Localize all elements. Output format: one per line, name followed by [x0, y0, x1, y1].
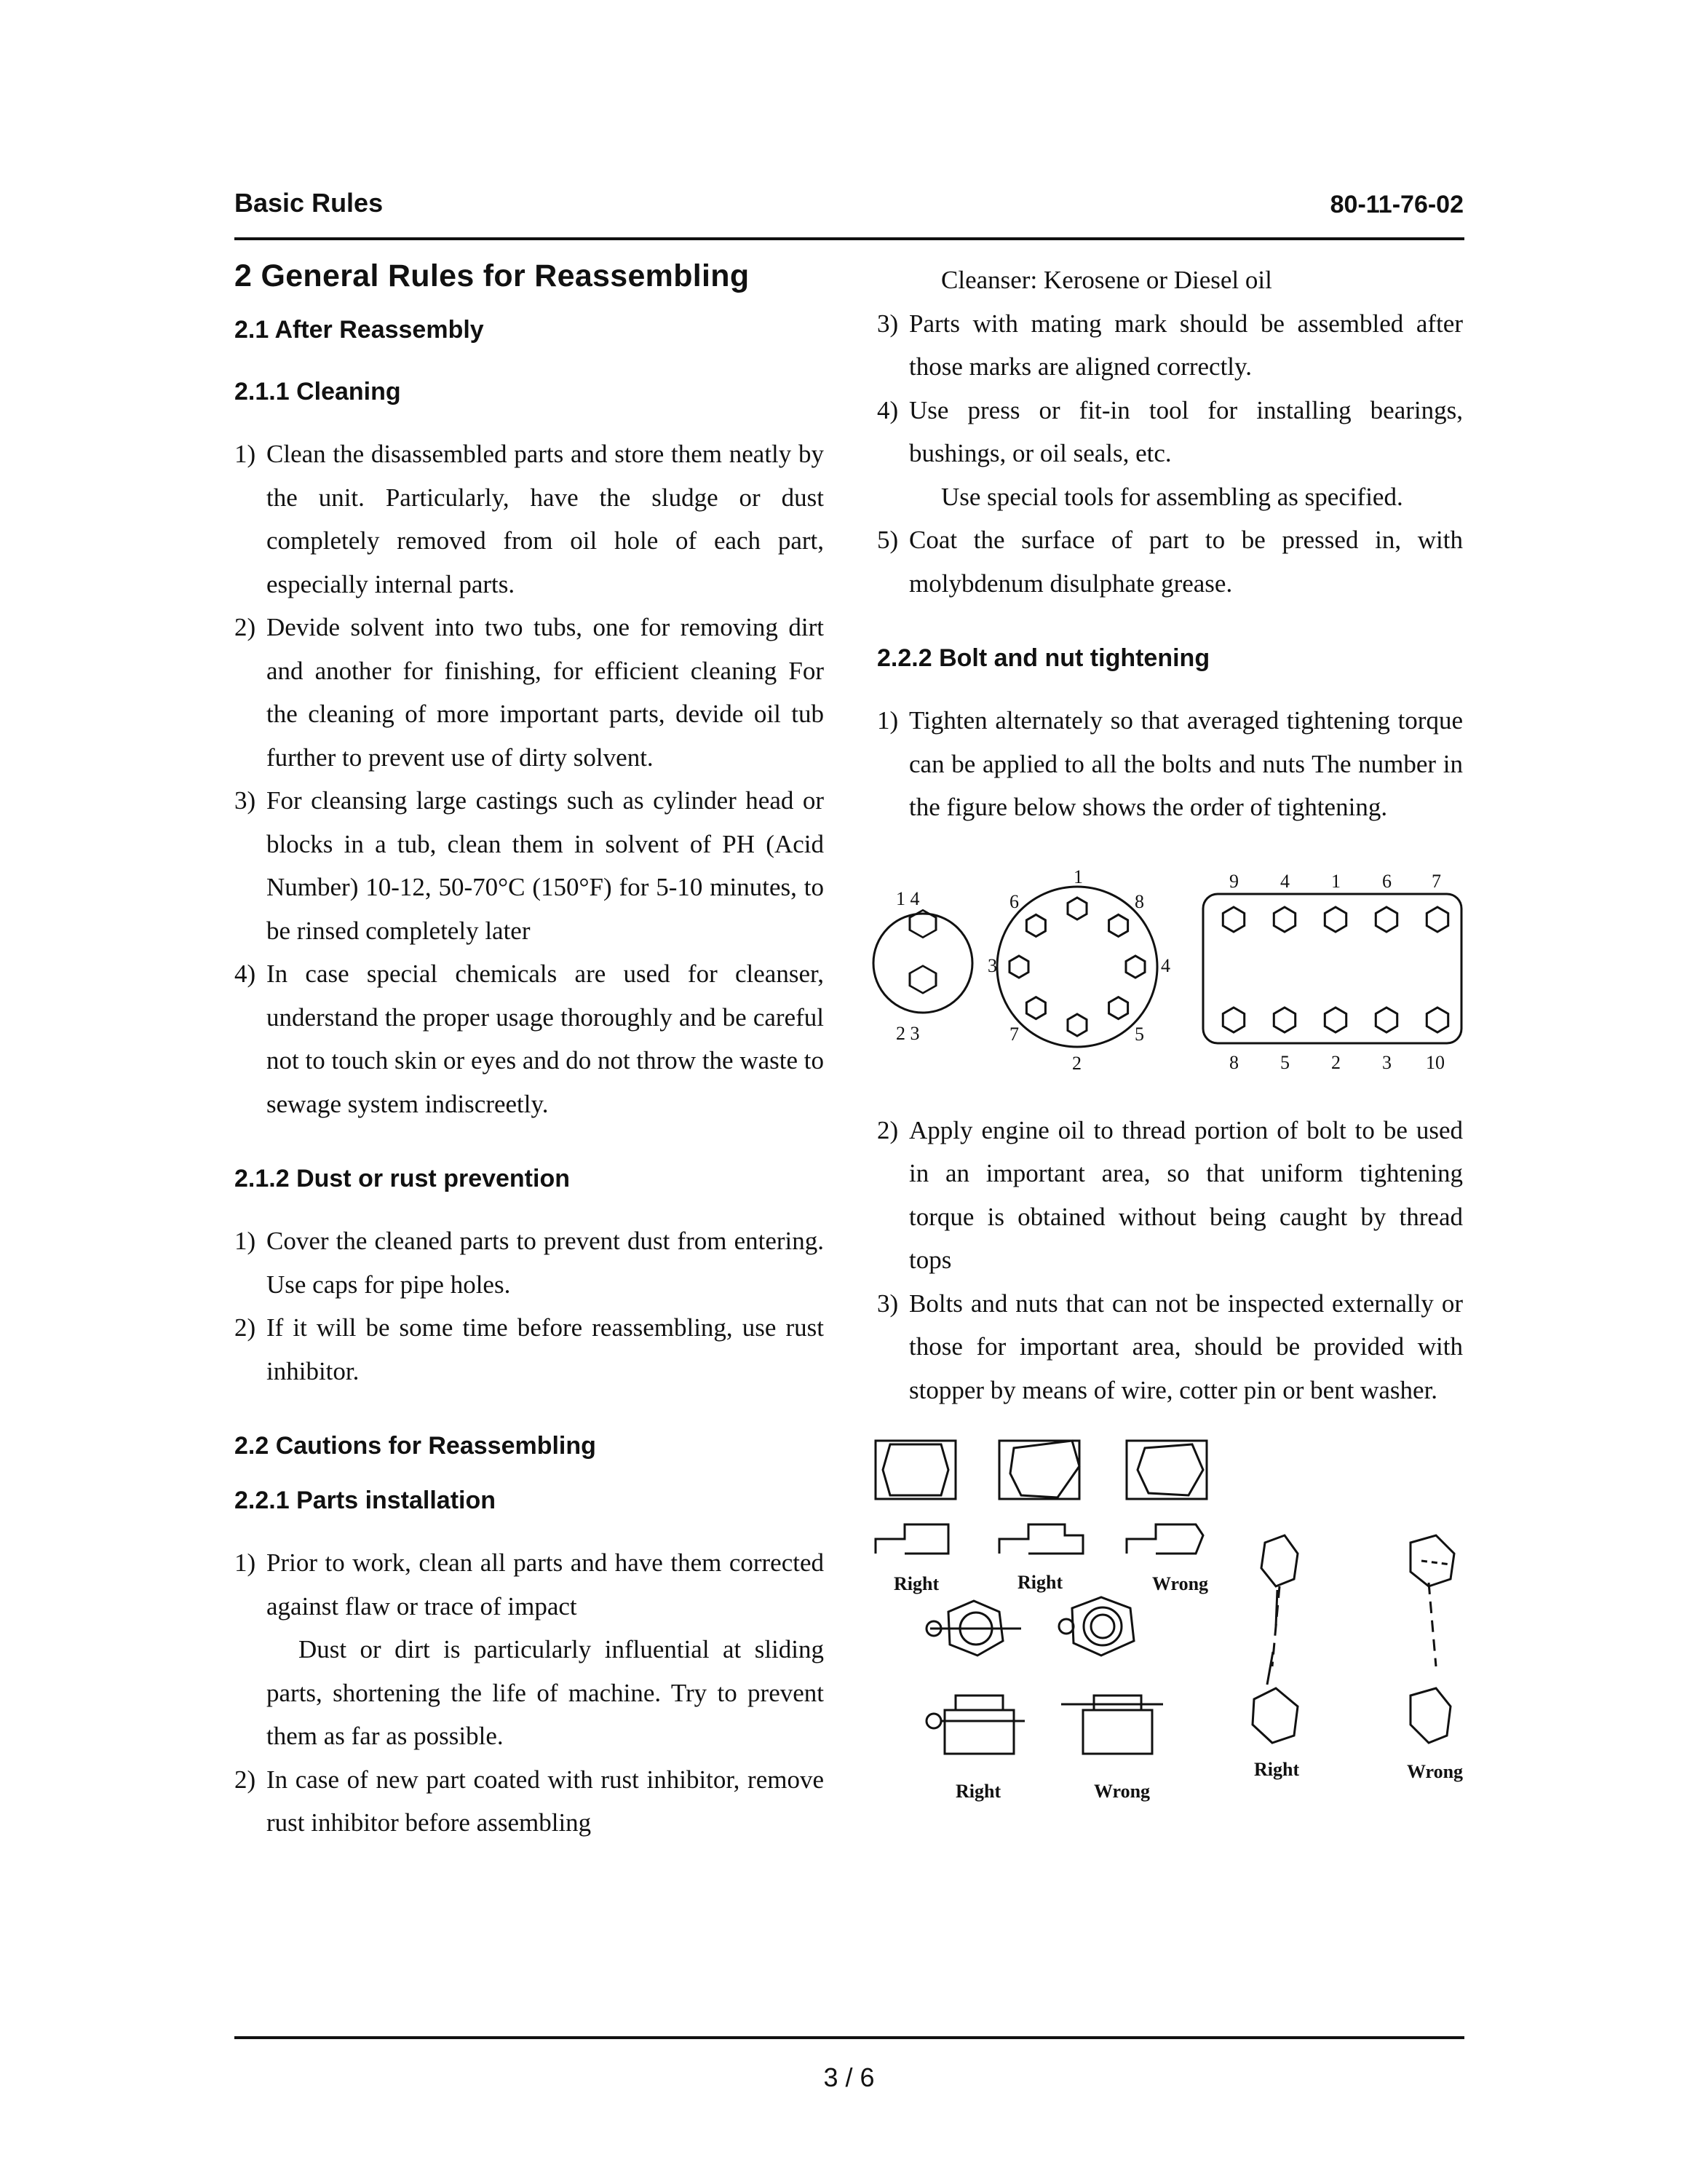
bolt-hex [1376, 907, 1397, 932]
label: 3 [988, 954, 997, 976]
castle-nut-view-2 [1059, 1597, 1134, 1655]
label: 4 [1280, 870, 1290, 892]
stopper-figure [868, 1433, 1465, 1841]
label: 8 [1135, 890, 1144, 912]
label: 2 [1331, 1051, 1341, 1073]
castle-nut-side-2 [1061, 1696, 1163, 1754]
label: 2 [1072, 1052, 1082, 1074]
bolt-hex [1427, 907, 1448, 932]
section-heading-2-1-2: 2.1.2 Dust or rust prevention [234, 1165, 570, 1192]
bolt-hex [1223, 1008, 1244, 1032]
bolt-hex [1109, 997, 1128, 1018]
list-item: 5) Coat the surface of part to be pressed in, with molybdenum disulphate grease. [877, 526, 1463, 598]
section-heading-2-2-1: 2.2.1 Parts installation [234, 1487, 496, 1514]
castle-nut-view-1 [927, 1601, 1021, 1655]
label: 5 [1135, 1023, 1144, 1045]
list-item: 3) Bolts and nuts that can not be inspected externally or those for important area, should be provided with stopper by means of wire, cotter pin or bent washer. [877, 1289, 1463, 1404]
bolt-hex [1026, 997, 1045, 1018]
washer-side-profile [1127, 1524, 1203, 1554]
label: 3 [1382, 1051, 1392, 1073]
section-heading-2-1: 2.1 After Reassembly [234, 316, 484, 344]
list-item: 2) Apply engine oil to thread portion of bolt to be used in an important area, so that uniform tightening torque is obtained without being caught by thread tops [877, 1115, 1463, 1274]
chapter-title: 2 General Rules for Reassembling [234, 258, 750, 293]
bolt-hex [1274, 1008, 1295, 1032]
bolt-hex [1009, 956, 1028, 978]
label: 5 [1280, 1051, 1290, 1073]
bolt-hex [1068, 898, 1087, 919]
label: 7 [1432, 870, 1441, 892]
bolt-tightening-list-continued [877, 1109, 1463, 1412]
header-section-title: Basic Rules [234, 188, 384, 218]
washer-side-profile [999, 1524, 1083, 1554]
list-item: 1) Tighten alternately so that averaged tightening torque can be applied to all the bolts and nuts The number in the figure below shows the order of tightening. [877, 706, 1463, 821]
bent-washer-view-2 [999, 1441, 1079, 1499]
bolt-hex [1109, 914, 1128, 936]
cleaning-list [234, 432, 824, 1125]
label: 4 [1161, 954, 1170, 976]
label: 9 [1229, 870, 1239, 892]
list-item: 2) In case of new part coated with rust inhibitor, remove rust inhibitor before assembling [234, 1765, 824, 1837]
label: 2 3 [896, 1022, 920, 1044]
bolt-hex [1068, 1014, 1087, 1036]
label: Right [894, 1573, 940, 1594]
list-item: 1) Clean the disassembled parts and store them neatly by the unit. Particularly, have the sludge or dust completely removed from oil hole of each part, especially internal parts. [234, 440, 824, 598]
label: Right [1017, 1572, 1063, 1593]
tightening-order-figure [868, 861, 1465, 1080]
cleanser-note: Cleanser: Kerosene or Diesel oil [941, 266, 1272, 294]
list-item: 4) In case special chemicals are used for cleanser, understand the proper usage thoroughly and be careful not to touch skin or eyes and do not throw the waste to sewage system indiscreetly. [234, 960, 824, 1118]
list-item: 3) For cleansing large castings such as cylinder head or blocks in a tub, clean them in solvent of PH (Acid Number) 10-12, 50-70°C (150°F) for 5-10 minutes, to be rinsed completely later [234, 786, 824, 945]
bolt-hex [1325, 1008, 1346, 1032]
label: Wrong [1407, 1761, 1464, 1782]
ten-bolt-cover [1203, 894, 1461, 1043]
header-rule [234, 237, 1464, 240]
label: Wrong [1094, 1781, 1151, 1802]
castle-nut-side-1 [927, 1696, 1025, 1754]
dust-prevention-list [234, 1219, 824, 1393]
bolt-hex [1427, 1008, 1448, 1032]
bolt-hex [1376, 1008, 1397, 1032]
bolt-hex [910, 965, 936, 992]
label: 7 [1009, 1023, 1019, 1045]
label: 1 4 [896, 887, 920, 909]
label: Right [1254, 1759, 1300, 1780]
footer-rule [234, 2036, 1464, 2039]
label: Right [956, 1781, 1001, 1802]
wire-lock-right [1253, 1535, 1298, 1743]
wire-lock-wrong [1411, 1535, 1454, 1743]
right-column [877, 258, 1463, 1841]
list-item: 4) Use press or fit-in tool for installing bearings, bushings, or oil seals, etc. Use special tools for assembling as specified. [877, 395, 1463, 511]
label: 6 [1382, 870, 1392, 892]
two-bolt-flange [873, 914, 972, 1013]
label: 1 [1331, 870, 1341, 892]
label: 10 [1426, 1051, 1445, 1073]
label: 6 [1009, 890, 1019, 912]
list-item: 2) Devide solvent into two tubs, one for removing dirt and another for finishing, for efficient cleaning For the cleaning of more important parts, devide oil tub further to prevent use of dirty solvent. [234, 613, 824, 772]
page-number: 3 / 6 [823, 2062, 875, 2092]
label: 8 [1229, 1051, 1239, 1073]
bent-washer-view-1 [876, 1441, 956, 1499]
bolt-hex [1223, 907, 1244, 932]
parts-installation-list-continued [877, 302, 1463, 606]
section-heading-2-2-2: 2.2.2 Bolt and nut tightening [877, 644, 1210, 672]
bent-washer-view-3 [1127, 1441, 1207, 1499]
bolt-hex [1126, 956, 1145, 978]
washer-side-profile [876, 1524, 948, 1554]
bolt-hex [1325, 907, 1346, 932]
header-document-number: 80-11-76-02 [1330, 191, 1464, 218]
bolt-hex [1274, 907, 1295, 932]
list-item: 3) Parts with mating mark should be assembled after those marks are aligned correctly. [877, 309, 1463, 381]
section-heading-2-2: 2.2 Cautions for Reassembling [234, 1432, 596, 1460]
label: Wrong [1152, 1573, 1209, 1594]
section-heading-2-1-1: 2.1.1 Cleaning [234, 378, 401, 405]
parts-installation-list [234, 1541, 824, 1845]
list-item: 1) Prior to work, clean all parts and have them corrected against flaw or trace of impact Dust or dirt is particularly influential at sliding parts, shortening the life of machine. Try to prevent them as far as possible. [234, 1548, 824, 1750]
left-column [234, 258, 824, 1845]
bolt-tightening-list [877, 699, 1463, 829]
eight-bolt-flange [997, 887, 1157, 1047]
list-item: 1) Cover the cleaned parts to prevent dust from entering. Use caps for pipe holes. [234, 1227, 824, 1299]
bolt-hex [1026, 914, 1045, 936]
list-item: 2) If it will be some time before reassembling, use rust inhibitor. [234, 1313, 824, 1385]
label: 1 [1074, 866, 1083, 887]
